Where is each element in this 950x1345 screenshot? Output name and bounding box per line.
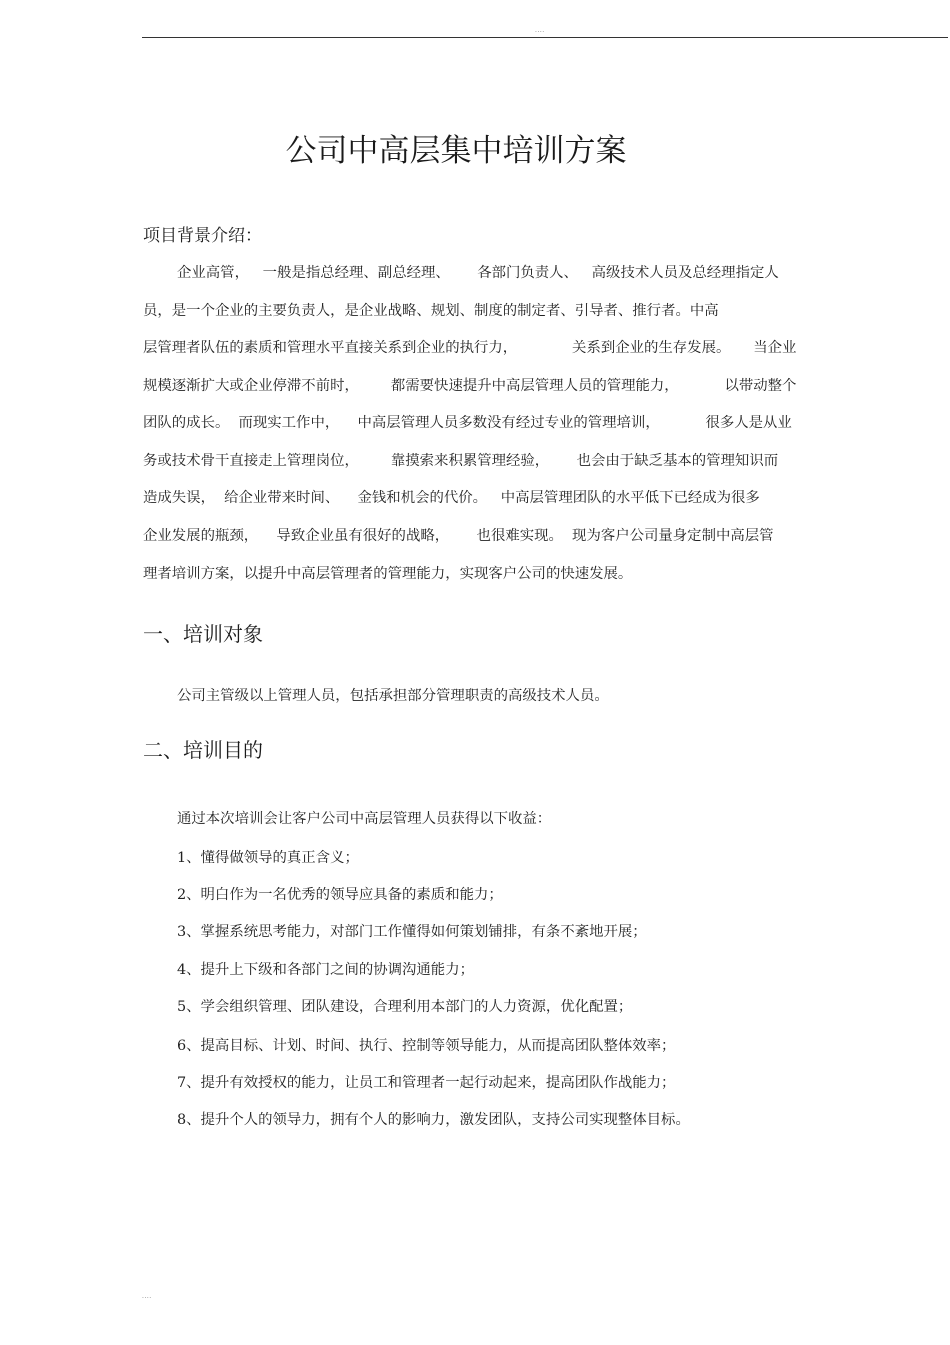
- goal-item: 1、懂得做领导的真正含义；: [177, 850, 359, 866]
- intro-heading: 项目背景介绍：: [143, 226, 262, 246]
- document-title: 公司中高层集中培训方案: [285, 133, 627, 169]
- intro-line: 层管理者队伍的素质和管理水平直接关系到企业的执行力， 关系到企业的生存发展。 当企业: [143, 340, 797, 356]
- section-heading-training-goals: 二、培训目的: [143, 738, 263, 762]
- goal-item: 4、提升上下级和各部门之间的协调沟通能力；: [177, 962, 474, 978]
- training-goals-lead: 通过本次培训会让客户公司中高层管理人员获得以下收益：: [177, 811, 552, 827]
- intro-line: 理者培训方案，以提升中高层管理者的管理能力，实现客户公司的快速发展。: [143, 566, 633, 582]
- goal-item: 8、提升个人的领导力，拥有个人的影响力，激发团队，支持公司实现整体目标。: [177, 1112, 690, 1128]
- intro-line: 企业高管， 一般是指总经理、副总经理、 各部门负责人、 高级技术人员及总经理指定人: [177, 265, 779, 281]
- goal-item: 7、提升有效授权的能力，让员工和管理者一起行动起来，提高团队作战能力；: [177, 1075, 676, 1091]
- intro-line: 员，是一个企业的主要负责人，是企业战略、规划、制度的制定者、引导者、推行者。中高: [143, 303, 719, 319]
- intro-line: 务或技术骨干直接走上管理岗位， 靠摸索来积累管理经验， 也会由于缺乏基本的管理知识而: [143, 453, 779, 469]
- footer-mark: ....: [142, 1293, 152, 1300]
- goal-item: 3、掌握系统思考能力，对部门工作懂得如何策划铺排，有条不紊地开展；: [177, 924, 647, 940]
- intro-line: 造成失误， 给企业带来时间、 金钱和机会的代价。 中高层管理团队的水平低下已经成为很多: [143, 490, 760, 506]
- goal-item: 2、明白作为一名优秀的领导应具备的素质和能力；: [177, 887, 503, 903]
- intro-line: 规模逐渐扩大或企业停滞不前时， 都需要快速提升中高层管理人员的管理能力， 以带动整个: [143, 378, 797, 394]
- intro-line: 企业发展的瓶颈， 导致企业虽有很好的战略， 也很难实现。 现为客户公司量身定制中高层管: [143, 528, 774, 544]
- header-mark: ....: [535, 27, 545, 34]
- header-rule: [142, 37, 948, 38]
- goal-item: 6、提高目标、计划、时间、执行、控制等领导能力，从而提高团队整体效率；: [177, 1038, 676, 1054]
- intro-line: 团队的成长。 而现实工作中， 中高层管理人员多数没有经过专业的管理培训， 很多人是从业: [143, 415, 792, 431]
- training-target-text: 公司主管级以上管理人员，包括承担部分管理职责的高级技术人员。: [177, 688, 609, 704]
- goal-item: 5、学会组织管理、团队建设，合理利用本部门的人力资源，优化配置；: [177, 999, 633, 1015]
- section-heading-training-target: 一、培训对象: [143, 622, 263, 646]
